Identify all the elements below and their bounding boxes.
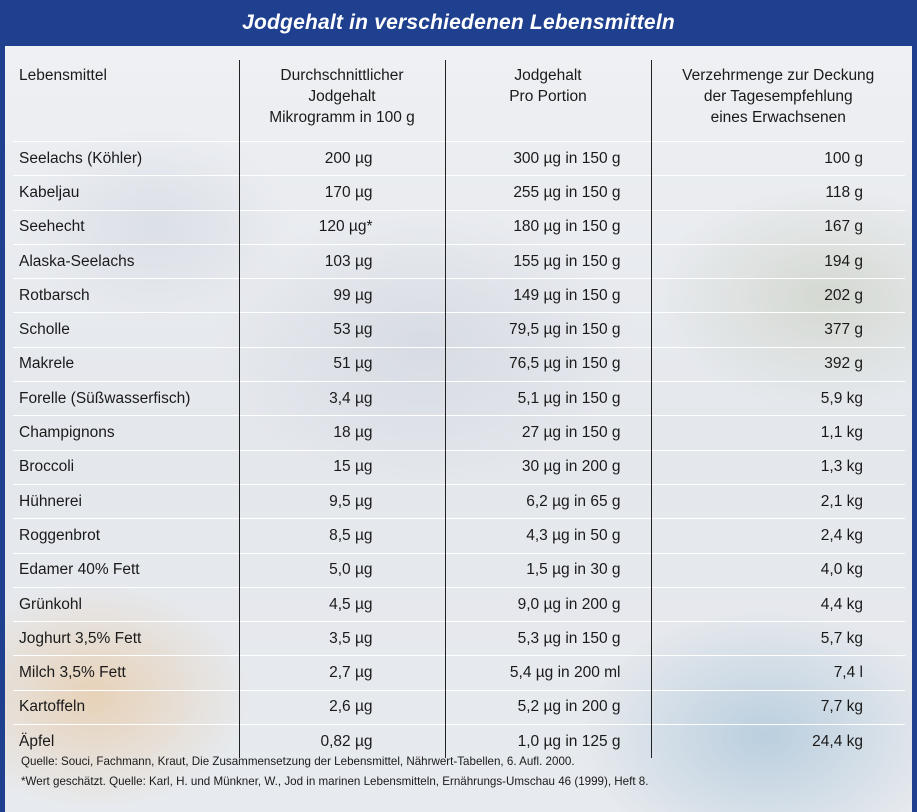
footnote-line: *Wert geschätzt. Quelle: Karl, H. und Münkner, W., Jod in marinen Lebensmitteln, Ernährungs-Umschau 46 (1999), Heft 8. <box>21 775 649 788</box>
cell-content: 120 µg* <box>239 210 445 244</box>
header-durchschnitt-line2: Jodgehalt <box>308 88 376 105</box>
cell-amount: 24,4 kg <box>651 725 905 759</box>
cell-name: Grünkohl <box>13 587 239 621</box>
cell-name: Rotbarsch <box>13 279 239 313</box>
cell-name: Champignons <box>13 416 239 450</box>
cell-content: 99 µg <box>239 279 445 313</box>
table-row <box>13 656 905 690</box>
cell-portion: 5,3 µg in 150 g <box>445 622 651 656</box>
cell-portion: 5,4 µg in 200 ml <box>445 656 651 690</box>
cell-name: Hühnerei <box>13 484 239 518</box>
table-row <box>13 210 905 244</box>
cell-amount: 5,9 kg <box>651 382 905 416</box>
cell-name: Seelachs (Köhler) <box>13 142 239 176</box>
table-row <box>13 176 905 210</box>
cell-portion: 5,2 µg in 200 g <box>445 690 651 724</box>
cell-name: Kartoffeln <box>13 690 239 724</box>
cell-amount: 100 g <box>651 142 905 176</box>
cell-name: Kabeljau <box>13 176 239 210</box>
table-row <box>13 690 905 724</box>
cell-portion: 255 µg in 150 g <box>445 176 651 210</box>
table-row <box>13 484 905 518</box>
header-verzehrmenge <box>651 60 905 142</box>
header-portion-line1: Jodgehalt <box>514 67 582 84</box>
cell-amount: 118 g <box>651 176 905 210</box>
header-portion <box>445 60 651 142</box>
cell-amount: 1,3 kg <box>651 450 905 484</box>
table-row <box>13 382 905 416</box>
table-row <box>13 347 905 381</box>
cell-content: 3,5 µg <box>239 622 445 656</box>
cell-portion: 1,5 µg in 30 g <box>445 553 651 587</box>
cell-content: 3,4 µg <box>239 382 445 416</box>
cell-content: 5,0 µg <box>239 553 445 587</box>
cell-name: Alaska-Seelachs <box>13 244 239 278</box>
table-row <box>13 622 905 656</box>
cell-name: Seehecht <box>13 210 239 244</box>
cell-portion: 300 µg in 150 g <box>445 142 651 176</box>
title-bar <box>0 0 917 46</box>
table-row <box>13 553 905 587</box>
cell-portion: 79,5 µg in 150 g <box>445 313 651 347</box>
table-panel <box>5 46 912 812</box>
cell-portion: 1,0 µg in 125 g <box>445 725 651 759</box>
table-row <box>13 279 905 313</box>
table-row <box>13 416 905 450</box>
header-verzehrmenge-line2: der Tagesempfehlung <box>703 88 853 105</box>
cell-content: 2,6 µg <box>239 690 445 724</box>
cell-content: 18 µg <box>239 416 445 450</box>
cell-amount: 4,4 kg <box>651 587 905 621</box>
cell-content: 0,82 µg <box>239 725 445 759</box>
cell-amount: 194 g <box>651 244 905 278</box>
cell-amount: 4,0 kg <box>651 553 905 587</box>
source-notes <box>21 752 901 792</box>
cell-portion: 27 µg in 150 g <box>445 416 651 450</box>
cell-amount: 2,1 kg <box>651 484 905 518</box>
cell-content: 15 µg <box>239 450 445 484</box>
header-lebensmittel <box>13 60 239 142</box>
cell-content: 2,7 µg <box>239 656 445 690</box>
table-row <box>13 450 905 484</box>
cell-portion: 76,5 µg in 150 g <box>445 347 651 381</box>
cell-amount: 5,7 kg <box>651 622 905 656</box>
cell-content: 51 µg <box>239 347 445 381</box>
header-durchschnitt <box>239 60 445 142</box>
cell-content: 9,5 µg <box>239 484 445 518</box>
cell-portion: 149 µg in 150 g <box>445 279 651 313</box>
iodine-table <box>13 60 905 758</box>
cell-name: Äpfel <box>13 725 239 759</box>
cell-amount: 7,4 l <box>651 656 905 690</box>
cell-name: Makrele <box>13 347 239 381</box>
cell-portion: 4,3 µg in 50 g <box>445 519 651 553</box>
cell-amount: 202 g <box>651 279 905 313</box>
cell-portion: 30 µg in 200 g <box>445 450 651 484</box>
cell-amount: 2,4 kg <box>651 519 905 553</box>
cell-amount: 7,7 kg <box>651 690 905 724</box>
cell-portion: 155 µg in 150 g <box>445 244 651 278</box>
source-line: Quelle: Souci, Fachmann, Kraut, Die Zusammensetzung der Lebensmittel, Nährwert-Tabellen, 6. Aufl. 2000. <box>21 755 575 768</box>
header-lebensmittel-label: Lebensmittel <box>19 67 107 84</box>
cell-content: 200 µg <box>239 142 445 176</box>
cell-name: Edamer 40% Fett <box>13 553 239 587</box>
cell-content: 103 µg <box>239 244 445 278</box>
cell-name: Forelle (Süßwasserfisch) <box>13 382 239 416</box>
table-row <box>13 519 905 553</box>
cell-content: 8,5 µg <box>239 519 445 553</box>
cell-amount: 377 g <box>651 313 905 347</box>
cell-portion: 5,1 µg in 150 g <box>445 382 651 416</box>
header-verzehrmenge-line3: eines Erwachsenen <box>710 109 846 126</box>
header-portion-line2: Pro Portion <box>509 88 587 105</box>
cell-name: Roggenbrot <box>13 519 239 553</box>
cell-content: 53 µg <box>239 313 445 347</box>
cell-amount: 392 g <box>651 347 905 381</box>
cell-amount: 167 g <box>651 210 905 244</box>
table-row <box>13 142 905 176</box>
cell-portion: 180 µg in 150 g <box>445 210 651 244</box>
table-row <box>13 587 905 621</box>
header-durchschnitt-line1: Durchschnittlicher <box>280 67 404 84</box>
cell-name: Scholle <box>13 313 239 347</box>
cell-content: 4,5 µg <box>239 587 445 621</box>
cell-portion: 9,0 µg in 200 g <box>445 587 651 621</box>
cell-name: Milch 3,5% Fett <box>13 656 239 690</box>
header-durchschnitt-line3: Mikrogramm in 100 g <box>269 109 415 126</box>
cell-amount: 1,1 kg <box>651 416 905 450</box>
cell-name: Joghurt 3,5% Fett <box>13 622 239 656</box>
cell-content: 170 µg <box>239 176 445 210</box>
table-header-row <box>13 60 905 142</box>
table-row <box>13 244 905 278</box>
header-verzehrmenge-line1: Verzehrmenge zur Deckung <box>682 67 875 84</box>
cell-name: Broccoli <box>13 450 239 484</box>
cell-portion: 6,2 µg in 65 g <box>445 484 651 518</box>
page-title: Jodgehalt in verschiedenen Lebensmitteln <box>242 11 675 34</box>
table-row <box>13 313 905 347</box>
